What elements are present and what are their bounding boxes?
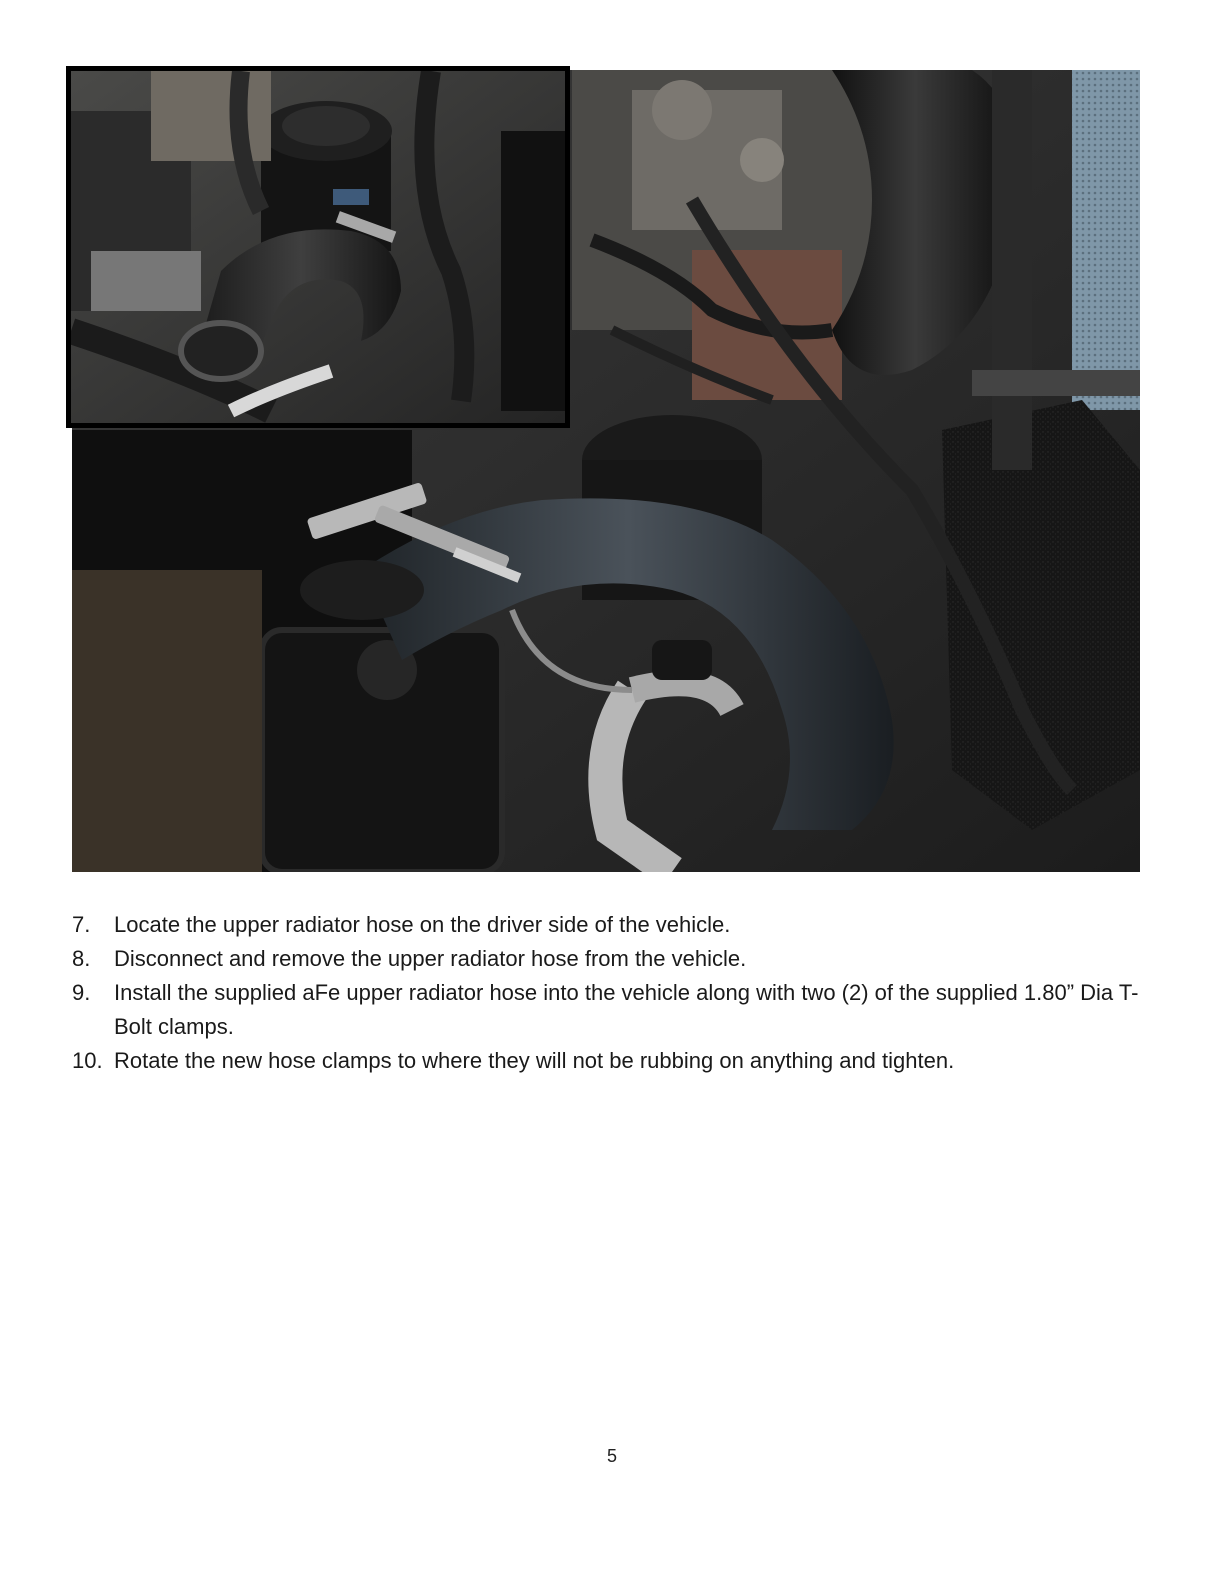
step-7 — [72, 908, 1152, 942]
page-number: 5 — [606, 1446, 617, 1466]
step-10 — [72, 1044, 1152, 1078]
instruction-steps — [72, 908, 1152, 1078]
step-number: 10. — [72, 1048, 103, 1073]
step-number: 7. — [72, 912, 91, 937]
step-9 — [72, 976, 1152, 1044]
step-8 — [72, 942, 1152, 976]
step-text: Install the supplied aFe upper radiator hose into the vehicle along with two (2) of the supplied 1.80” Dia T-Bolt clamps. — [114, 980, 1139, 1039]
inset-closeup-photo — [66, 66, 570, 428]
step-text: Disconnect and remove the upper radiator hose from the vehicle. — [114, 946, 747, 971]
step-number: 8. — [72, 946, 91, 971]
step-number: 9. — [72, 980, 91, 1005]
step-text: Rotate the new hose clamps to where they will not be rubbing on anything and tighten. — [114, 1048, 955, 1073]
step-text: Locate the upper radiator hose on the driver side of the vehicle. — [114, 912, 731, 937]
